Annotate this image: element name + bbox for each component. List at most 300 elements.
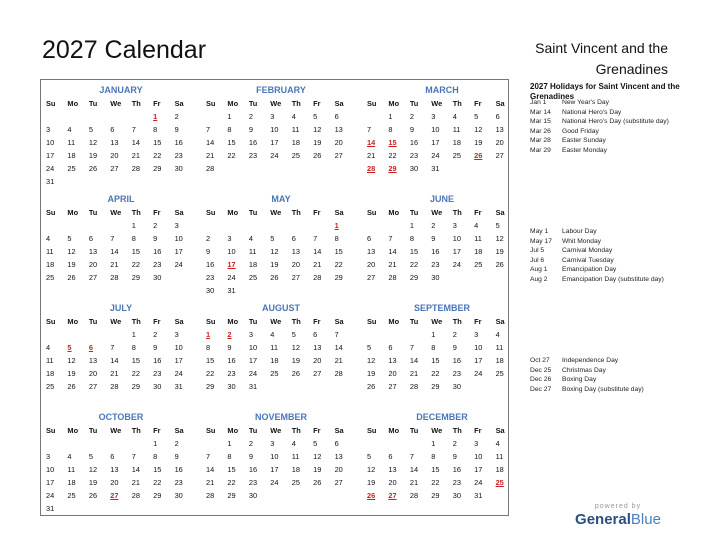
day-cell: 20	[388, 369, 397, 378]
day-cell: 30	[206, 286, 215, 295]
day-cell: 20	[88, 260, 98, 269]
week-row	[46, 354, 196, 367]
day-cell: 4	[67, 125, 72, 134]
day-cell: 21	[313, 260, 322, 269]
empty-cell	[367, 437, 388, 450]
holiday-list	[530, 357, 690, 395]
day-cell: 19	[367, 478, 376, 487]
holiday-item-date: Jan 1	[530, 99, 547, 106]
holiday-date: 26	[367, 491, 376, 500]
day-cell: 12	[313, 125, 322, 134]
weekday-label: Tu	[88, 317, 98, 326]
day-cell: 16	[153, 356, 162, 365]
holiday-item-date: Mar 29	[530, 146, 551, 154]
weekday-label: Sa	[174, 208, 184, 217]
day-cell: 31	[431, 164, 440, 173]
weekday-label: Mo	[67, 426, 79, 435]
day-cell: 24	[474, 478, 483, 487]
empty-cell	[496, 271, 517, 284]
day-cell: 11	[474, 234, 482, 243]
weekday-label: Tu	[88, 208, 98, 217]
empty-cell	[89, 502, 110, 515]
month-name: NOVEMBER	[254, 412, 307, 422]
day-cell: 29	[153, 491, 162, 500]
weekday-label: We	[110, 317, 122, 326]
empty-cell	[474, 271, 495, 284]
weekday-header	[367, 424, 517, 437]
day-cell: 29	[131, 273, 140, 282]
day-cell: 10	[248, 343, 258, 352]
week-row	[46, 258, 196, 271]
month-june	[367, 192, 517, 284]
day-cell: 17	[452, 247, 461, 256]
empty-cell	[292, 489, 313, 502]
empty-cell	[496, 380, 517, 393]
day-cell: 31	[174, 382, 183, 391]
day-cell: 20	[334, 138, 343, 147]
weekday-label: Th	[131, 426, 141, 435]
day-cell: 11	[270, 343, 278, 352]
weekday-label: Su	[46, 208, 56, 217]
weekday-label: Sa	[334, 208, 344, 217]
month-april	[46, 192, 196, 284]
day-cell: 17	[431, 138, 440, 147]
day-cell: 16	[174, 138, 183, 147]
week-row	[46, 175, 196, 188]
weekday-label: Tu	[88, 426, 98, 435]
day-cell: 3	[248, 330, 253, 339]
day-cell: 7	[388, 234, 393, 243]
empty-cell	[153, 175, 174, 188]
day-cell: 25	[474, 260, 483, 269]
weekday-label: Su	[367, 99, 377, 108]
day-cell: 13	[110, 465, 119, 474]
holiday-item-name: Boxing Day (substitute day)	[562, 385, 644, 393]
weekday-label: Fr	[313, 317, 321, 326]
empty-cell	[313, 162, 334, 175]
day-cell: 20	[110, 151, 119, 160]
day-cell: 21	[110, 369, 119, 378]
day-cell: 4	[46, 234, 51, 243]
weekday-label: Th	[452, 208, 462, 217]
day-cell: 26	[495, 260, 504, 269]
weekday-header	[206, 424, 356, 437]
holiday-item-date: Mar 15	[530, 118, 551, 125]
day-cell: 29	[431, 491, 440, 500]
weekday-label: Su	[367, 426, 377, 435]
day-cell: 6	[334, 439, 339, 448]
week-row	[206, 354, 356, 367]
day-cell: 17	[46, 151, 55, 160]
weekday-label: Th	[452, 426, 462, 435]
day-cell: 30	[153, 382, 162, 391]
day-cell: 21	[409, 478, 419, 487]
day-cell: 22	[334, 260, 343, 269]
day-cell: 18	[46, 369, 55, 378]
week-row	[367, 110, 517, 123]
week-row	[206, 437, 356, 450]
day-cell: 2	[452, 439, 457, 448]
holiday-date: 2	[227, 330, 232, 339]
day-cell: 19	[474, 138, 483, 147]
weekday-header	[206, 315, 356, 328]
weekday-label: Th	[291, 426, 301, 435]
month-name: AUGUST	[262, 303, 300, 313]
weekday-label: Th	[131, 99, 141, 108]
weekday-label: Su	[46, 99, 56, 108]
empty-cell	[453, 271, 474, 284]
day-cell: 16	[153, 247, 162, 256]
holiday-item-name: Easter Sunday	[562, 137, 606, 144]
day-cell: 17	[270, 465, 279, 474]
weekday-label: Mo	[388, 317, 400, 326]
weekday-label: We	[270, 208, 282, 217]
day-cell: 26	[313, 478, 322, 487]
day-cell: 23	[452, 478, 461, 487]
day-cell: 2	[452, 330, 457, 339]
holiday-item-date: Aug 1	[530, 266, 548, 273]
day-cell: 21	[206, 151, 215, 160]
day-cell: 16	[452, 465, 461, 474]
day-cell: 13	[388, 465, 397, 474]
day-cell: 6	[313, 330, 318, 339]
month-november	[206, 410, 356, 502]
day-cell: 30	[153, 273, 162, 282]
weekday-header	[46, 97, 196, 110]
day-cell: 28	[313, 273, 322, 282]
day-cell: 15	[131, 356, 140, 365]
day-cell: 23	[452, 369, 461, 378]
holiday-date: 5	[67, 343, 72, 352]
week-row	[206, 489, 356, 502]
day-cell: 6	[367, 234, 372, 243]
holiday-date: 1	[206, 330, 211, 339]
month-may	[206, 192, 356, 297]
day-cell: 5	[313, 112, 318, 121]
day-cell: 18	[67, 478, 76, 487]
day-cell: 11	[452, 125, 461, 134]
day-cell: 4	[452, 112, 457, 121]
calendar-frame	[40, 79, 509, 516]
day-cell: 20	[388, 478, 397, 487]
day-cell: 13	[88, 356, 98, 365]
day-cell: 16	[409, 138, 419, 147]
weekday-label: Tu	[248, 317, 258, 326]
day-cell: 21	[334, 356, 343, 365]
day-cell: 15	[431, 465, 440, 474]
empty-cell	[67, 175, 88, 188]
week-row	[46, 502, 196, 515]
month-name: MARCH	[425, 85, 459, 95]
day-cell: 15	[153, 138, 162, 147]
day-cell: 2	[153, 221, 158, 230]
day-cell: 13	[110, 138, 119, 147]
weekday-label: Tu	[409, 208, 419, 217]
day-cell: 1	[409, 221, 414, 230]
day-cell: 8	[431, 343, 436, 352]
day-cell: 3	[474, 330, 479, 339]
day-cell: 30	[431, 273, 440, 282]
weekday-label: Mo	[388, 426, 400, 435]
day-cell: 13	[495, 125, 504, 134]
day-cell: 31	[227, 286, 236, 295]
empty-cell	[313, 219, 334, 232]
week-row	[206, 232, 356, 245]
day-cell: 28	[334, 369, 343, 378]
holiday-item-date: Mar 14	[530, 108, 551, 116]
day-cell: 3	[46, 452, 51, 461]
empty-cell	[46, 328, 67, 341]
day-cell: 11	[495, 343, 504, 352]
empty-cell	[206, 219, 227, 232]
day-cell: 28	[206, 164, 215, 173]
empty-cell	[67, 328, 88, 341]
day-cell: 22	[227, 151, 236, 160]
week-row	[46, 110, 196, 123]
day-cell: 22	[153, 478, 162, 487]
week-row	[367, 136, 517, 149]
day-cell: 25	[291, 478, 300, 487]
week-row	[367, 354, 517, 367]
holiday-list	[530, 99, 690, 156]
day-cell: 9	[248, 125, 253, 134]
week-row	[206, 245, 356, 258]
day-cell: 1	[153, 439, 158, 448]
day-cell: 4	[474, 221, 479, 230]
month-july	[46, 301, 196, 393]
day-cell: 5	[367, 452, 372, 461]
day-cell: 19	[67, 260, 76, 269]
day-cell: 11	[291, 125, 300, 134]
day-cell: 26	[67, 382, 76, 391]
day-cell: 19	[88, 151, 98, 160]
day-cell: 27	[367, 273, 376, 282]
empty-cell	[67, 437, 88, 450]
day-cell: 5	[291, 330, 296, 339]
day-cell: 22	[431, 478, 440, 487]
empty-cell	[46, 110, 67, 123]
day-cell: 15	[409, 247, 419, 256]
empty-cell	[335, 380, 356, 393]
month-march	[367, 83, 517, 175]
day-cell: 15	[131, 247, 140, 256]
brand-name: GeneralBlue	[575, 511, 661, 528]
day-cell: 25	[270, 369, 279, 378]
holiday-item	[530, 147, 690, 155]
empty-cell	[67, 219, 88, 232]
day-cell: 26	[67, 273, 76, 282]
holiday-item-name: Good Friday	[562, 127, 599, 135]
day-cell: 19	[495, 247, 504, 256]
weekday-label: Th	[291, 99, 301, 108]
day-cell: 24	[452, 260, 461, 269]
day-cell: 22	[131, 369, 140, 378]
weekday-header	[367, 206, 517, 219]
week-row	[367, 463, 517, 476]
day-cell: 25	[495, 369, 504, 378]
brand-logo[interactable]	[568, 503, 668, 528]
empty-cell	[153, 502, 174, 515]
holiday-item-date: Mar 28	[530, 137, 551, 144]
day-cell: 4	[270, 330, 275, 339]
weekday-label: Su	[46, 317, 56, 326]
weekday-label: Fr	[313, 208, 321, 217]
empty-cell	[292, 162, 313, 175]
day-cell: 11	[67, 465, 76, 474]
day-cell: 20	[367, 260, 376, 269]
month-august	[206, 301, 356, 393]
day-cell: 15	[153, 465, 162, 474]
day-cell: 27	[110, 164, 119, 173]
empty-cell	[110, 175, 131, 188]
day-cell: 26	[367, 382, 376, 391]
day-cell: 13	[88, 247, 98, 256]
holiday-item-name: Christmas Day	[562, 366, 606, 374]
holiday-item-date: Mar 26	[530, 127, 551, 135]
weekday-label: Tu	[248, 208, 258, 217]
weekday-label: Fr	[474, 208, 482, 217]
weekday-label: Tu	[248, 426, 258, 435]
day-cell: 3	[474, 439, 479, 448]
weekday-label: Sa	[495, 208, 505, 217]
holiday-item-name: Emancipation Day	[562, 266, 617, 273]
weekday-label: Fr	[153, 99, 161, 108]
holiday-item-name: Easter Monday	[562, 146, 607, 154]
holiday-item-date: Dec 25	[530, 366, 552, 374]
day-cell: 8	[227, 125, 232, 134]
empty-cell	[175, 502, 196, 515]
empty-cell	[367, 328, 388, 341]
weekday-header	[46, 206, 196, 219]
empty-cell	[110, 502, 131, 515]
week-row	[367, 380, 517, 393]
holiday-item	[530, 376, 690, 384]
empty-cell	[67, 110, 88, 123]
week-row	[46, 341, 196, 354]
day-cell: 14	[409, 356, 419, 365]
weekday-label: Th	[291, 317, 301, 326]
month-name: OCTOBER	[98, 412, 144, 422]
day-cell: 10	[46, 465, 55, 474]
day-cell: 29	[409, 273, 419, 282]
empty-cell	[292, 219, 313, 232]
day-cell: 27	[334, 151, 343, 160]
weekday-label: Su	[206, 99, 216, 108]
day-cell: 6	[334, 112, 339, 121]
day-cell: 2	[248, 439, 253, 448]
weekday-label: We	[270, 99, 282, 108]
weekday-label: We	[431, 317, 443, 326]
holiday-list	[530, 228, 690, 285]
day-cell: 10	[270, 125, 279, 134]
weekday-header	[206, 206, 356, 219]
empty-cell	[496, 162, 517, 175]
day-cell: 6	[88, 234, 93, 243]
empty-cell	[206, 110, 227, 123]
day-cell: 8	[206, 343, 211, 352]
holiday-date: 29	[388, 164, 397, 173]
day-cell: 9	[153, 343, 158, 352]
day-cell: 21	[206, 478, 215, 487]
weekday-label: Sa	[495, 99, 505, 108]
empty-cell	[474, 162, 495, 175]
day-cell: 24	[46, 164, 55, 173]
weekday-label: Fr	[153, 317, 161, 326]
holiday-date: 17	[227, 260, 236, 269]
day-cell: 6	[388, 452, 393, 461]
day-cell: 27	[495, 151, 504, 160]
day-cell: 11	[291, 452, 300, 461]
day-cell: 3	[174, 221, 179, 230]
empty-cell	[110, 110, 131, 123]
holidays-title: 2027 Holidays for Saint Vincent and the Grenadines	[530, 82, 680, 101]
empty-cell	[227, 219, 248, 232]
empty-cell	[410, 437, 431, 450]
holiday-item	[530, 386, 690, 394]
holiday-item-date: May 1	[530, 228, 549, 235]
holiday-item-name: Carnival Monday	[562, 247, 613, 254]
day-cell: 30	[452, 382, 461, 391]
day-cell: 1	[431, 439, 436, 448]
day-cell: 11	[495, 452, 504, 461]
day-cell: 12	[474, 125, 483, 134]
holiday-item	[530, 247, 690, 255]
holiday-item-name: Emancipation Day (substitute day)	[562, 275, 664, 283]
day-cell: 11	[46, 247, 54, 256]
day-cell: 14	[131, 465, 140, 474]
day-cell: 4	[46, 343, 51, 352]
day-cell: 30	[452, 491, 461, 500]
day-cell: 8	[409, 234, 414, 243]
holiday-item	[530, 128, 690, 136]
empty-cell	[335, 284, 356, 297]
day-cell: 7	[110, 343, 115, 352]
day-cell: 23	[431, 260, 440, 269]
holiday-item	[530, 118, 690, 126]
day-cell: 21	[409, 369, 419, 378]
day-cell: 21	[131, 151, 140, 160]
week-row	[46, 149, 196, 162]
day-cell: 20	[88, 369, 98, 378]
day-cell: 16	[206, 260, 215, 269]
day-cell: 6	[388, 343, 393, 352]
empty-cell	[270, 380, 291, 393]
weekday-label: Mo	[67, 208, 79, 217]
day-cell: 29	[131, 382, 140, 391]
day-cell: 8	[334, 234, 339, 243]
holiday-item	[530, 357, 690, 365]
day-cell: 4	[495, 439, 500, 448]
empty-cell	[249, 284, 270, 297]
day-cell: 9	[174, 452, 179, 461]
empty-cell	[110, 328, 131, 341]
month-name: MAY	[271, 194, 291, 204]
weekday-label: Sa	[334, 317, 344, 326]
empty-cell	[388, 437, 409, 450]
holiday-item	[530, 137, 690, 145]
day-cell: 25	[452, 151, 461, 160]
weekday-label: Tu	[88, 99, 98, 108]
day-cell: 5	[88, 452, 93, 461]
weekday-label: Mo	[227, 99, 239, 108]
day-cell: 3	[227, 234, 232, 243]
empty-cell	[292, 284, 313, 297]
day-cell: 19	[367, 369, 376, 378]
week-row	[46, 437, 196, 450]
week-row	[206, 149, 356, 162]
weekday-label: Tu	[248, 99, 258, 108]
day-cell: 11	[46, 356, 54, 365]
